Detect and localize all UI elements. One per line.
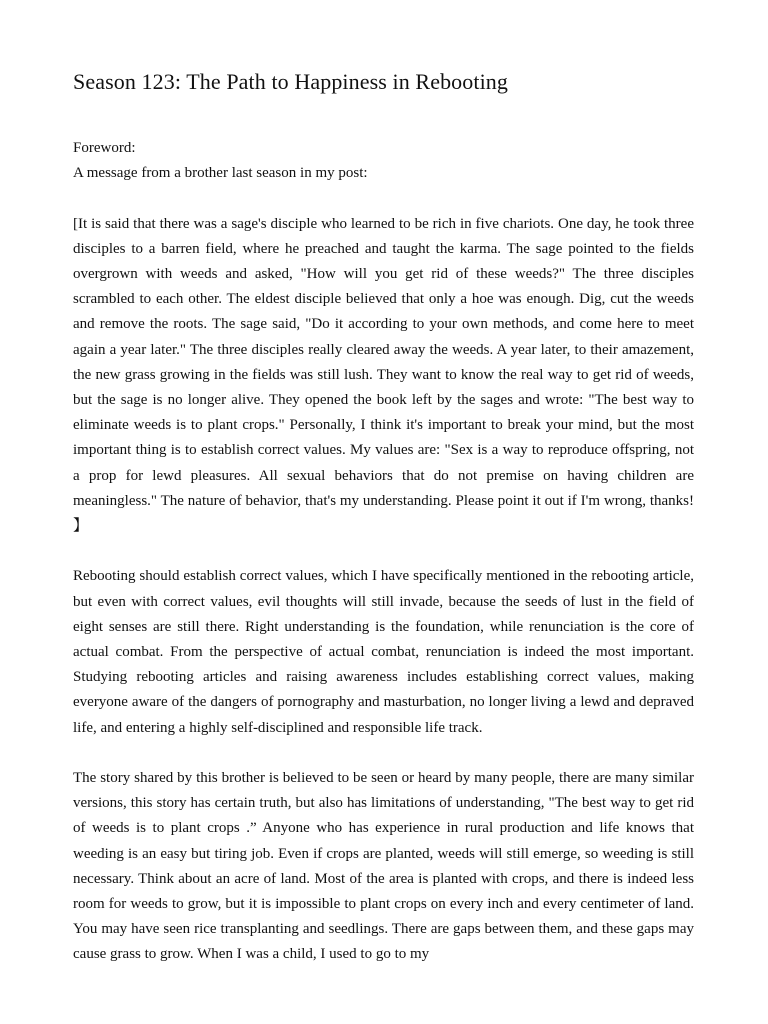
paragraph-spacer xyxy=(73,186,694,211)
values-paragraph: Rebooting should establish correct values, which I have specifically mentioned in the rebooting article, but even with correct values, evil thoughts will still invade, because the seeds of lust in the field of eight senses are still there. Right understanding is the foundation, while renunciation is the core of actual combat. From the perspective of actual combat, renunciation is indeed the most important. Studying rebooting articles and raising awareness includes establishing correct values, making everyone aware of the dangers of pornography and masturbation, no longer living a lewd and depraved life, and entering a highly self-disciplined and responsible life track. xyxy=(73,568,694,736)
document-page xyxy=(73,66,694,968)
weeds-story-paragraph: The story shared by this brother is believed to be seen or heard by many people, there are many similar versions, this story has certain truth, but also has limitations of understanding, "The best way to get rid of weeds is to plant crops .” Anyone who has experience in rural production and life knows that weeding is an easy but tiring job. Even if crops are planted, weeds will still emerge, so weeding is still necessary. Think about an acre of land. Most of the area is planted with crops, and there is indeed less room for weeds to grow, but it is impossible to plant crops on every inch and every centimeter of land. You may have seen rice transplanting and seedlings. There are gaps between them, and these gaps may cause grass to grow. When I was a child, I used to go to my xyxy=(73,770,694,963)
paragraph-spacer xyxy=(73,539,694,564)
quoted-story-paragraph: [It is said that there was a sage's disciple who learned to be rich in five chariots. One day, he took three disciples to a barren field, where he preached and taught the karma. The sage pointed to the fields overgrown with weeds and asked, "How will you get rid of these weeds?" The three disciples scrambled to each other. The eldest disciple believed that only a hoe was enough. Dig, cut the weeds and remove the roots. The sage said, "Do it according to your own methods, and come here to meet again a year later." The three disciples really cleared away the weeds. A year later, to their amazement, the new grass growing in the fields was still lush. They want to know the real way to get rid of weeds, but the sage is no longer alive. They opened the book left by the sages and wrote: "The best way to eliminate weeds is to plant crops." Personally, I think it's important to break your mind, but the most important thing is to establish correct values. My values are: "Sex is a way to reproduce offspring, not a prop for lewd pleasures. All sexual behaviors that do not premise on having children are meaningless." The nature of behavior, that's my understanding. Please point it out if I'm wrong, thanks! 】 xyxy=(73,215,694,535)
intro-line: A message from a brother last season in my post: xyxy=(73,165,368,182)
paragraph-spacer xyxy=(73,741,694,766)
foreword-label: Foreword: xyxy=(73,140,136,156)
document-title: Season 123: The Path to Happiness in Rebooting xyxy=(73,69,508,94)
